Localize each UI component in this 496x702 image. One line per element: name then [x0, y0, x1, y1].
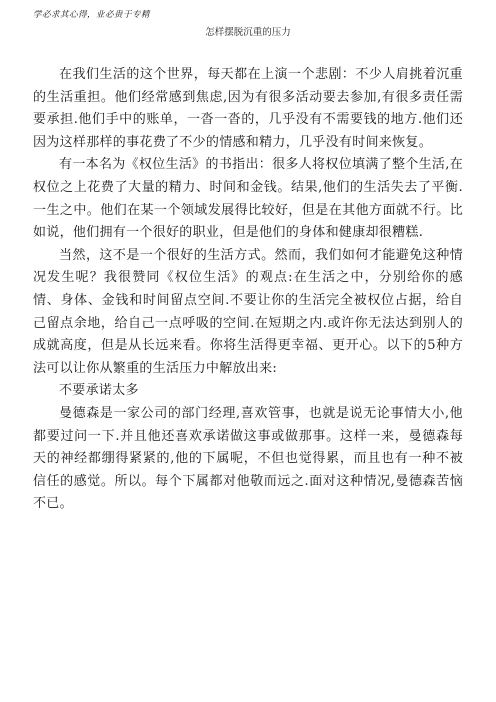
document-body	[33, 64, 463, 516]
section-subheading: 不要承诺太多	[59, 383, 139, 399]
paragraph-4: 曼德森是一家公司的部门经理,喜欢管事，也就是说无论事情大小,他都要过问一下.并且他还喜欢承诺做这事或做那事。这样一来，曼德森每天的神经都绷得紧紧的,他的下属呢，不但也觉得累，而且也有一种不被信任的感觉。所以。每个下属都对他敬而远之.面对这种情况,曼德森苦恼不已。	[33, 405, 463, 512]
paragraph-2: 有一本名为《权位生活》的书指出：很多人将权位填满了整个生活,在权位之上花费了大量的精力、时间和金钱。结果,他们的生活失去了平衡.一生之中。他们在某一个领域发展得比较好，但是在其他方面就不行。比如说，他们拥有一个很好的职业，但是他们的身体和健康却很糟糕.	[33, 157, 463, 241]
paragraph-3: 当然，这不是一个很好的生活方式。然而，我们如何才能避免这种情况发生呢？我很赞同《权位生活》的观点:在生活之中，分别给你的感情、身体、金钱和时间留点空间.不要让你的生活完全被权位占据，给自己留点余地，给自己一点呼吸的空间.在短期之内.或许你无法达到别人的成就高度，但是从长远来看。你将生活得更幸福、更开心。以下的5种方法可以让你从繁重的生活压力中解放出来:	[33, 247, 463, 376]
paragraph-1: 在我们生活的这个世界，每天都在上演一个悲剧：不少人肩挑着沉重的生活重担。他们经常感到焦虑,因为有很多活动要去参加,有很多责任需要承担.他们手中的账单，一沓一沓的，几乎没有不需要钱的地方.他们还因为这样那样的事花费了不少的情感和精力，几乎没有时间来恢复。	[33, 67, 463, 150]
page-header: 学必求其心得，业必贵于专精	[33, 10, 151, 20]
document-title: 怎样摆脱沉重的压力	[205, 27, 291, 38]
